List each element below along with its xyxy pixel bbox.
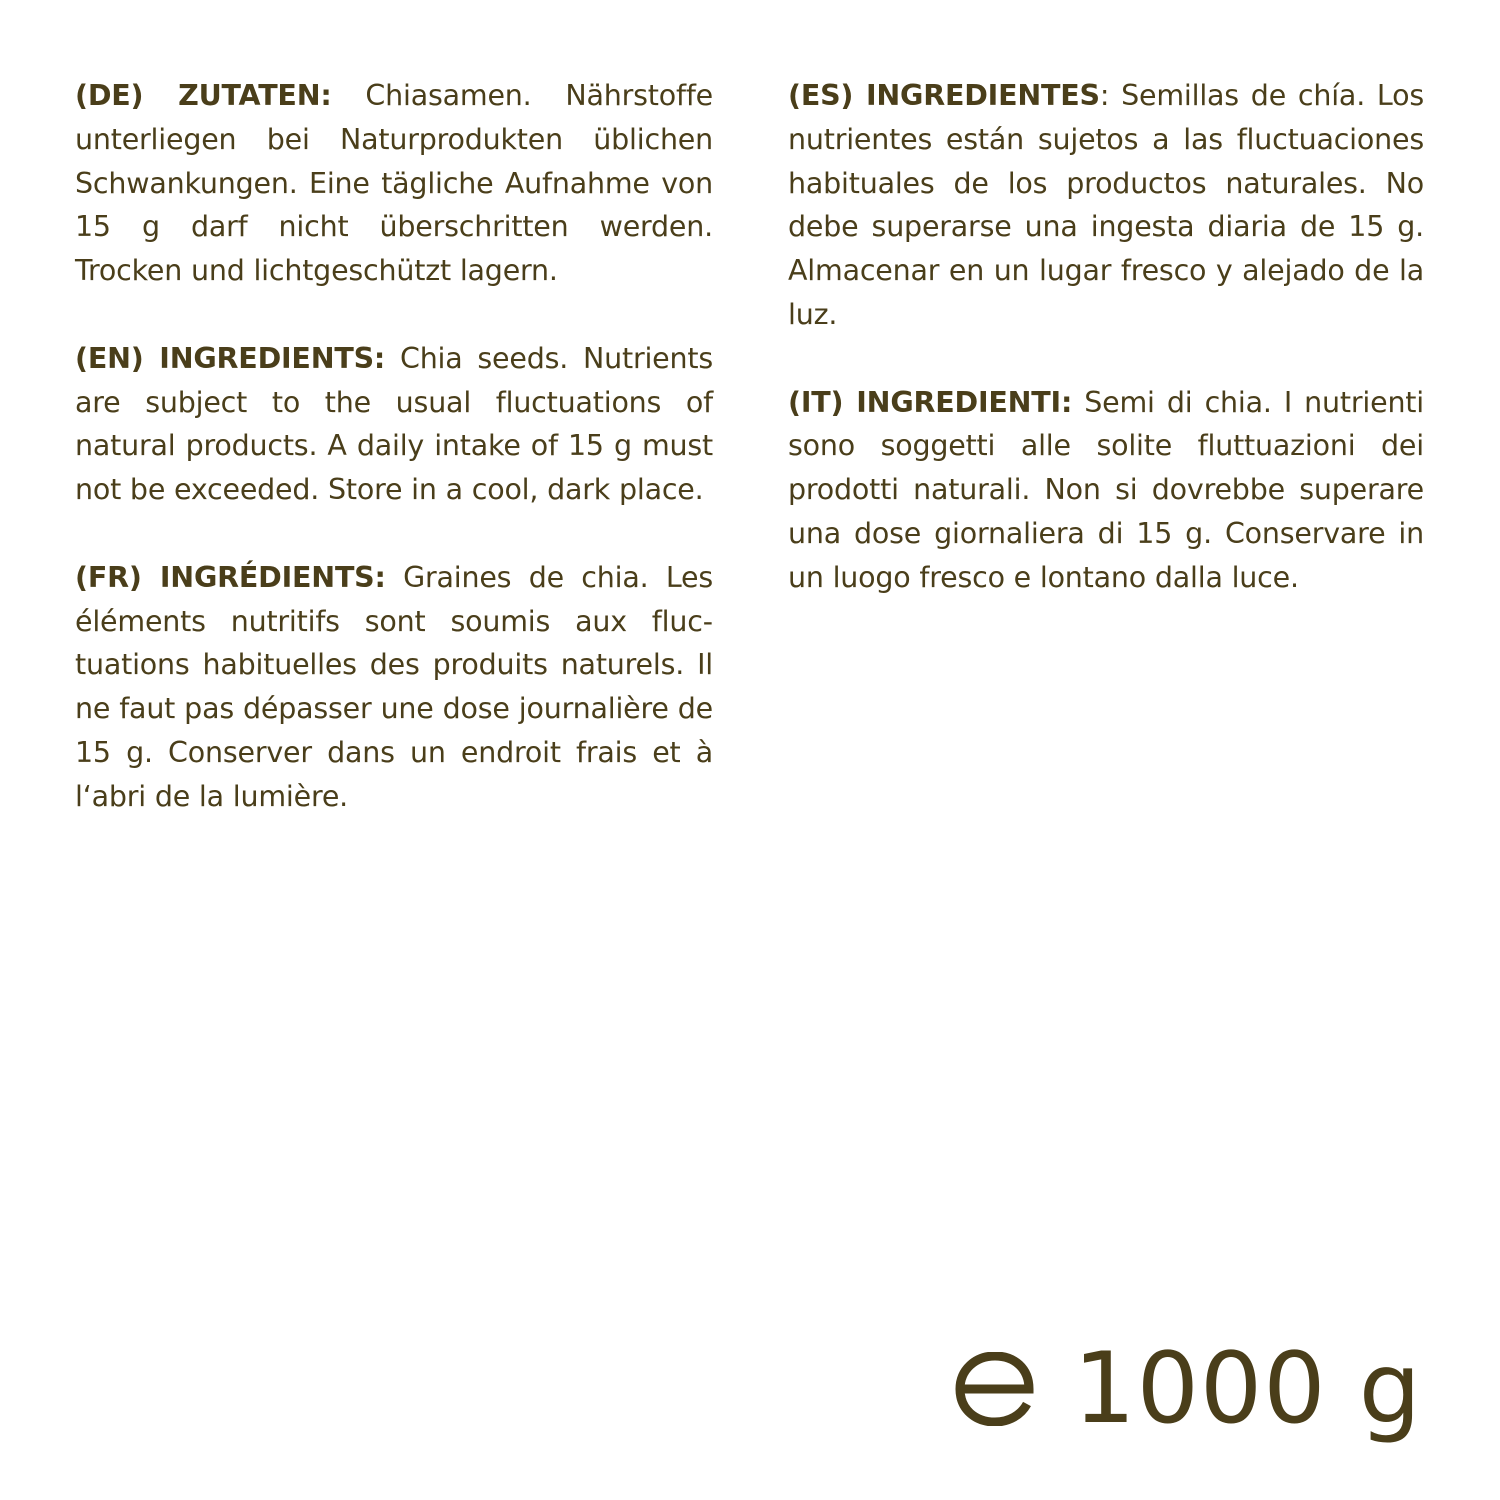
ingredients-it-label: (IT) INGREDIENTI: [788,385,1073,419]
right-column [788,74,1424,643]
ingredients-es-label: (ES) INGREDIENTES [788,79,1100,112]
ingredients-de-text: Chiasamen. Nährstoffe unterliegen bei Naturprodukten üblichen Schwankungen. Eine tägliche Aufnahme von 15 g darf nicht überschritten werden. Trocken und lichtgeschützt lagern. [75,79,714,288]
ingredients-it-text: Semi di chia. I nutrienti sono soggetti alle solite fluttuazioni dei prodotti naturali. Non si dovrebbe superare una dose giornaliera di 15 g. Conservare in un luogo fresco e lontano dalla luce. [788,385,1424,594]
ingredients-en-label: (EN) INGREDIENTS: [75,341,386,375]
ingredients-es [788,74,1424,337]
net-quantity [955,1332,1422,1446]
left-column [75,74,713,862]
ingredients-de [75,74,713,293]
ingredients-fr-text: Graines de chia. Les éléments nutritifs sont soumis aux fluctuations habituelles des produits naturels. Il ne faut pas dépasser une dose journalière de 15 g. Conserver dans un endroit frais et à l‘abri de la lumière. [75,560,713,813]
net-quantity-value: 1000 g [1073,1332,1422,1446]
ingredients-de-label: (DE) ZUTATEN: [75,79,332,112]
ingredients-es-text: : Semillas de chía. Los nutrientes están sujetos a las fluctuaciones habituales de los productos naturales. No debe superarse una ingesta diaria de 15 g. Almacenar en un lugar fresco y alejado de la luz. [788,79,1424,331]
ingredients-fr [75,556,713,819]
ingredients-it [788,381,1424,600]
estimated-sign-icon [955,1352,1035,1426]
ingredients-en [75,337,713,512]
ingredients-en-text: Chia seeds. Nutrients are subject to the usual fluctuations of natural products. A daily intake of 15 g must not be exceeded. Store in a cool, dark place. [75,341,713,507]
ingredients-fr-label: (FR) INGRÉDIENTS: [75,560,386,594]
